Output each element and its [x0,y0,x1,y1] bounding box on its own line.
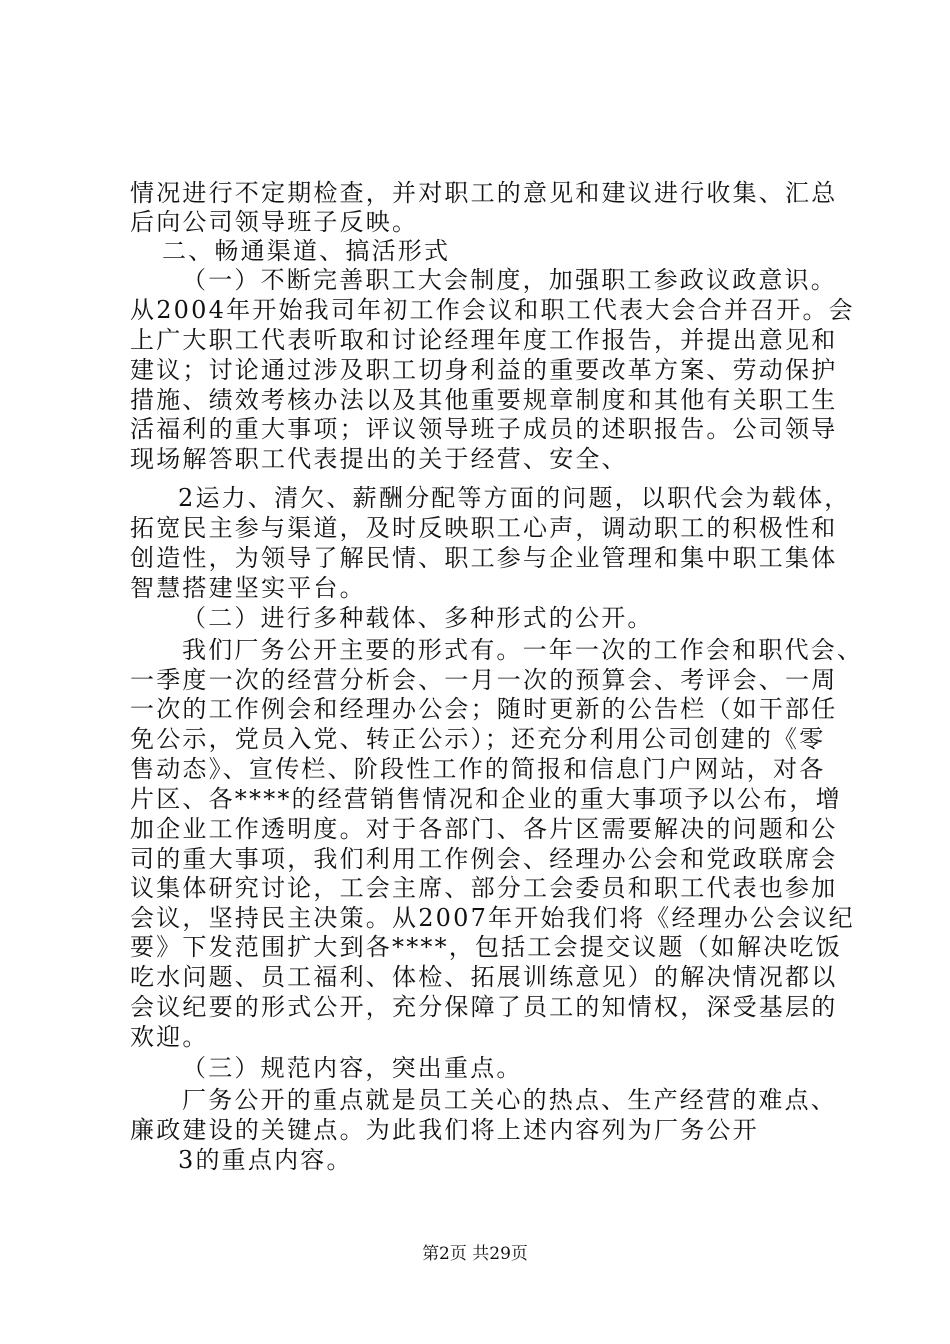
text-line: 售动态》、宣传栏、阶段性工作的简报和信息门户网站，对各 [130,755,826,783]
text-line: 一季度一次的经营分析会、一月一次的预算会、考评会、一周 [130,666,838,694]
text-line: 要》下发范围扩大到各****，包括工会提交议题（如解决吃饭 [130,933,842,961]
text-line: 吃水问题、员工福利、体检、拓展训练意见）的解决情况都以 [130,963,838,991]
text-line: 片区、各****的经营销售情况和企业的重大事项予以公布，增 [130,785,842,813]
text-line: 会议，坚持民主决策。从2007年开始我们将《经理办公会议纪 [130,904,855,932]
text-line: 厂务公开的重点就是员工关心的热点、生产经营的难点、 [182,1086,837,1114]
text-line: 创造性，为领导了解民情、职工参与企业管理和集中职工集体 [130,544,838,572]
text-line: 后向公司领导班子反映。 [130,208,419,236]
text-line: 拓宽民主参与渠道，及时反映职工心声，调动职工的积极性和 [130,514,838,542]
subsection-heading: （三）规范内容，突出重点。 [182,1054,523,1082]
text-line: 议集体研究讨论，工会主席、部分工会委员和职工代表也参加 [130,874,838,902]
text-line: 建议；讨论通过涉及职工切身利益的重要改革方案、劳动保护 [130,356,838,384]
text-line: 活福利的重大事项；评议领导班子成员的述职报告。公司领导 [130,415,838,443]
text-line: 措施、绩效考核办法以及其他重要规章制度和其他有关职工生 [130,386,838,414]
text-line: 一次的工作例会和经理办公会；随时更新的公告栏（如干部任 [130,695,838,723]
text-line: 3的重点内容。 [178,1146,353,1174]
text-line: 2运力、清欠、薪酬分配等方面的问题，以职代会为载体， [178,484,851,512]
text-line: 现场解答职工代表提出的关于经营、安全、 [130,445,628,473]
text-line: 欢迎。 [130,1023,209,1051]
text-line: 廉政建设的关键点。为此我们将上述内容列为厂务公开 [130,1116,759,1144]
text-line: 我们厂务公开主要的形式有。一年一次的工作会和职代会、 [182,636,864,664]
subsection-heading: （一）不断完善职工大会制度，加强职工参政议政意识。 [182,266,837,294]
text-line: 会议纪要的形式公开，充分保障了员工的知情权，深受基层的 [130,993,838,1021]
subsection-heading: （二）进行多种载体、多种形式的公开。 [182,604,654,632]
text-line: 从2004年开始我司年初工作会议和职工代表大会合并召开。会 [130,296,855,324]
text-line: 司的重大事项，我们利用工作例会、经理办公会和党政联席会 [130,845,838,873]
text-line: 免公示，党员入党、转正公示）；还充分利用公司创建的《零 [130,725,826,753]
text-line: 情况进行不定期检查，并对职工的意见和建议进行收集、汇总 [130,179,838,207]
text-line: 智慧搭建坚实平台。 [130,574,366,602]
page-number-footer: 第2页 共29页 [422,1244,528,1264]
text-line: 加企业工作透明度。对于各部门、各片区需要解决的问题和公 [130,815,838,843]
section-heading: 二、畅通渠道、搞活形式 [162,237,451,265]
text-line: 上广大职工代表听取和讨论经理年度工作报告，并提出意见和 [130,326,838,354]
